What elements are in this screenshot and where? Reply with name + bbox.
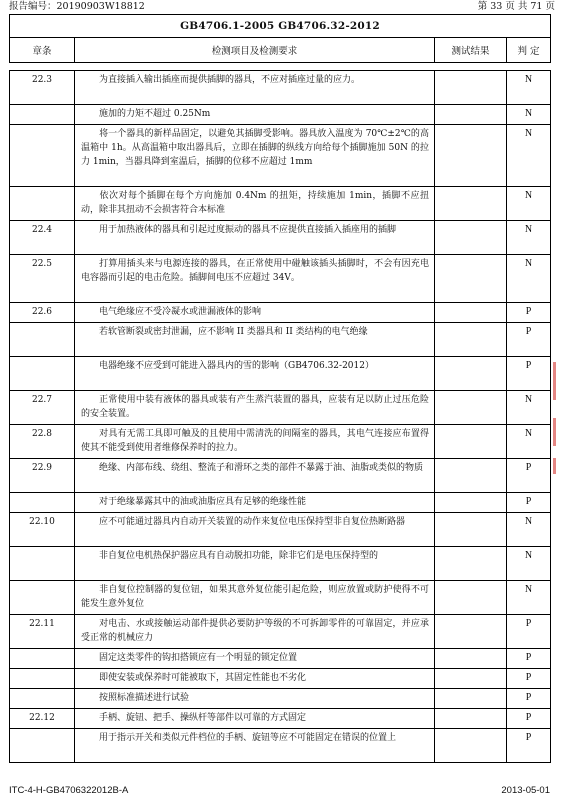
requirement-text: 非自复位电机热保护器应具有自动脱扣功能，除非它们是电压保持型的 <box>99 551 379 561</box>
clause-number <box>10 323 75 357</box>
requirement-text: 电气绝缘应不受冷凝水或泄漏液体的影响 <box>99 307 262 317</box>
document-date: 2013-05-01 <box>501 785 550 796</box>
verdict: P <box>507 729 551 763</box>
requirement-text-cell <box>75 187 435 221</box>
requirement-text: 为直接插入输出插座而提供插脚的器具，不应对插座过量的应力。 <box>99 75 361 85</box>
table-row <box>10 303 551 323</box>
test-result <box>435 649 507 669</box>
clause-number: 22.12 <box>10 709 75 729</box>
col-header-requirement: 检测项目及检测要求 <box>75 38 435 63</box>
clause-number <box>10 547 75 581</box>
requirement-text: 即使安装或保养时可能被取下，其固定性能也不劣化 <box>99 673 307 683</box>
requirement-text: 打算用插头来与电源连接的器具，在正常使用中碰触该插头插脚时，不会有因充电电容器而引起的电击危险。插脚间电压不应超过 34V。 <box>81 259 429 283</box>
table-row <box>10 729 551 763</box>
requirement-text-cell <box>75 459 435 493</box>
table-row <box>10 513 551 547</box>
clause-number: 22.8 <box>10 425 75 459</box>
clause-number: 22.7 <box>10 391 75 425</box>
table-row <box>10 105 551 125</box>
verdict: P <box>507 357 551 391</box>
requirement-text: 将一个器具的新样品固定，以避免其插脚受影响。器具放入温度为 70℃±2℃的高温箱中 1h。从高温箱中取出器具后，立即在插脚的纵线方向给每个插脚施加 50N 的拉力 1min，当器具降到室温后，插脚的位移不应超过 1mm <box>81 129 429 167</box>
clause-number <box>10 357 75 391</box>
test-result <box>435 323 507 357</box>
header-table <box>9 14 551 63</box>
clause-number: 22.11 <box>10 615 75 649</box>
table-row <box>10 709 551 729</box>
test-result <box>435 493 507 513</box>
side-mark-upper <box>553 362 556 400</box>
verdict: P <box>507 459 551 493</box>
verdict: N <box>507 221 551 255</box>
test-result <box>435 513 507 547</box>
requirement-text-cell <box>75 391 435 425</box>
side-mark-middle <box>553 418 556 446</box>
test-result <box>435 615 507 649</box>
table-row <box>10 547 551 581</box>
test-result <box>435 729 507 763</box>
table-row <box>10 125 551 187</box>
table-row <box>10 649 551 669</box>
verdict: N <box>507 547 551 581</box>
table-row <box>10 581 551 615</box>
table-row <box>10 391 551 425</box>
requirement-text: 绝缘、内部布线、绕组、整流子和滑环之类的部件不暴露于油、油脂或类似的物质 <box>99 463 424 473</box>
verdict: P <box>507 493 551 513</box>
requirement-text-cell <box>75 729 435 763</box>
test-result <box>435 187 507 221</box>
requirement-text: 按照标准描述进行试验 <box>99 693 190 703</box>
verdict: N <box>507 391 551 425</box>
page-top-line <box>9 0 555 14</box>
test-result <box>435 547 507 581</box>
requirement-text-cell <box>75 709 435 729</box>
verdict: N <box>507 581 551 615</box>
test-result <box>435 425 507 459</box>
table-row <box>10 221 551 255</box>
clause-number: 22.3 <box>10 71 75 105</box>
verdict: P <box>507 303 551 323</box>
table-row <box>10 323 551 357</box>
clause-number <box>10 125 75 187</box>
test-result <box>435 255 507 303</box>
col-header-verdict: 判 定 <box>507 38 551 63</box>
verdict: N <box>507 513 551 547</box>
clause-number <box>10 187 75 221</box>
test-result <box>435 221 507 255</box>
page-number: 第 33 页 共 71 页 <box>477 1 555 12</box>
requirement-text: 若软管断裂或密封泄漏，应不影响 II 类器具和 II 类结构的电气绝缘 <box>99 327 368 337</box>
verdict: P <box>507 689 551 709</box>
clause-number <box>10 581 75 615</box>
table-row <box>10 459 551 493</box>
table-row <box>10 357 551 391</box>
verdict: N <box>507 71 551 105</box>
table-row <box>10 187 551 221</box>
clause-number <box>10 493 75 513</box>
side-mark-lower <box>553 458 556 474</box>
clause-number <box>10 669 75 689</box>
requirement-text: 手柄、旋钮、把手、操纵杆等部件以可靠的方式固定 <box>99 713 307 723</box>
requirement-text-cell <box>75 125 435 187</box>
requirement-text-cell <box>75 221 435 255</box>
table-row <box>10 669 551 689</box>
requirement-text-cell <box>75 493 435 513</box>
requirement-text-cell <box>75 105 435 125</box>
table-row <box>10 425 551 459</box>
requirement-text-cell <box>75 71 435 105</box>
table-row <box>10 689 551 709</box>
requirement-text-cell <box>75 513 435 547</box>
clause-table <box>9 70 551 763</box>
clause-number <box>10 729 75 763</box>
test-result <box>435 105 507 125</box>
requirement-text: 正常使用中装有液体的器具或装有产生蒸汽装置的器具，应装有足以防止过压危险的安全装置。 <box>81 395 429 419</box>
requirement-text: 应不可能通过器具内自动开关装置的动作来复位电压保持型非自复位热断路器 <box>99 517 406 527</box>
test-result <box>435 71 507 105</box>
table-row <box>10 493 551 513</box>
requirement-text: 对具有无需工具即可触及的且使用中需清洗的间隔室的器具，其电气连接应布置得使其不能受到使用者维修保养时的拉力。 <box>81 429 429 453</box>
requirement-text: 非自复位控制器的复位钮，如果其意外复位能引起危险，则应放置或防护使得不可能发生意外复位 <box>81 585 429 609</box>
test-result <box>435 581 507 615</box>
requirement-text: 电器绝缘不应受到可能进入器具内的雪的影响（GB4706.32-2012） <box>99 361 374 371</box>
verdict: N <box>507 105 551 125</box>
requirement-text-cell <box>75 615 435 649</box>
table-row <box>10 255 551 303</box>
requirement-text-cell <box>75 425 435 459</box>
test-result <box>435 709 507 729</box>
col-header-clause: 章条 <box>10 38 75 63</box>
clause-number: 22.4 <box>10 221 75 255</box>
requirement-text: 用于加热液体的器具和引起过度振动的器具不应提供直接插入插座用的插脚 <box>99 225 397 235</box>
requirement-text: 用于指示开关和类似元件档位的手柄、旋钮等应不可能固定在错误的位置上 <box>99 733 397 743</box>
test-result <box>435 125 507 187</box>
clause-number: 22.5 <box>10 255 75 303</box>
table-row <box>10 615 551 649</box>
clause-number <box>10 105 75 125</box>
clause-number: 22.6 <box>10 303 75 323</box>
requirement-text: 施加的力矩不超过 0.25Nm <box>99 109 211 119</box>
requirement-text: 依次对每个插脚在每个方向施加 0.4Nm 的扭矩，持续施加 1min，插脚不应扭动，除非其扭动不会损害符合本标准 <box>81 191 429 215</box>
verdict: P <box>507 649 551 669</box>
test-result <box>435 459 507 493</box>
verdict: P <box>507 615 551 649</box>
clause-number <box>10 689 75 709</box>
test-result <box>435 303 507 323</box>
verdict: N <box>507 255 551 303</box>
verdict: N <box>507 187 551 221</box>
requirement-text-cell <box>75 323 435 357</box>
document-code: ITC-4-H-GB4706322012B-A <box>9 785 129 796</box>
requirement-text-cell <box>75 547 435 581</box>
requirement-text-cell <box>75 303 435 323</box>
test-result <box>435 669 507 689</box>
clause-number: 22.10 <box>10 513 75 547</box>
requirement-text: 对电击、水或接触运动部件提供必要防护等级的不可拆卸零件的可靠固定，并应承受正常的机械应力 <box>81 619 429 643</box>
verdict: N <box>507 425 551 459</box>
requirement-text-cell <box>75 649 435 669</box>
verdict: P <box>507 669 551 689</box>
clause-number: 22.9 <box>10 459 75 493</box>
requirement-text-cell <box>75 669 435 689</box>
table-row <box>10 71 551 105</box>
requirement-text-cell <box>75 689 435 709</box>
verdict: P <box>507 323 551 357</box>
requirement-text-cell <box>75 357 435 391</box>
verdict: P <box>507 709 551 729</box>
requirement-text-cell <box>75 581 435 615</box>
report-number: 报告编号：20190903W18812 <box>9 1 145 12</box>
requirement-text-cell <box>75 255 435 303</box>
col-header-result: 测试结果 <box>435 38 507 63</box>
test-result <box>435 689 507 709</box>
standard-title: GB4706.1-2005 GB4706.32-2012 <box>10 15 551 38</box>
test-result <box>435 391 507 425</box>
requirement-text: 固定这类零件的钩扣搭锁应有一个明显的锁定位置 <box>99 653 298 663</box>
verdict: N <box>507 125 551 187</box>
test-result <box>435 357 507 391</box>
requirement-text: 对于绝缘暴露其中的油或油脂应具有足够的绝缘性能 <box>99 497 307 507</box>
clause-number <box>10 649 75 669</box>
